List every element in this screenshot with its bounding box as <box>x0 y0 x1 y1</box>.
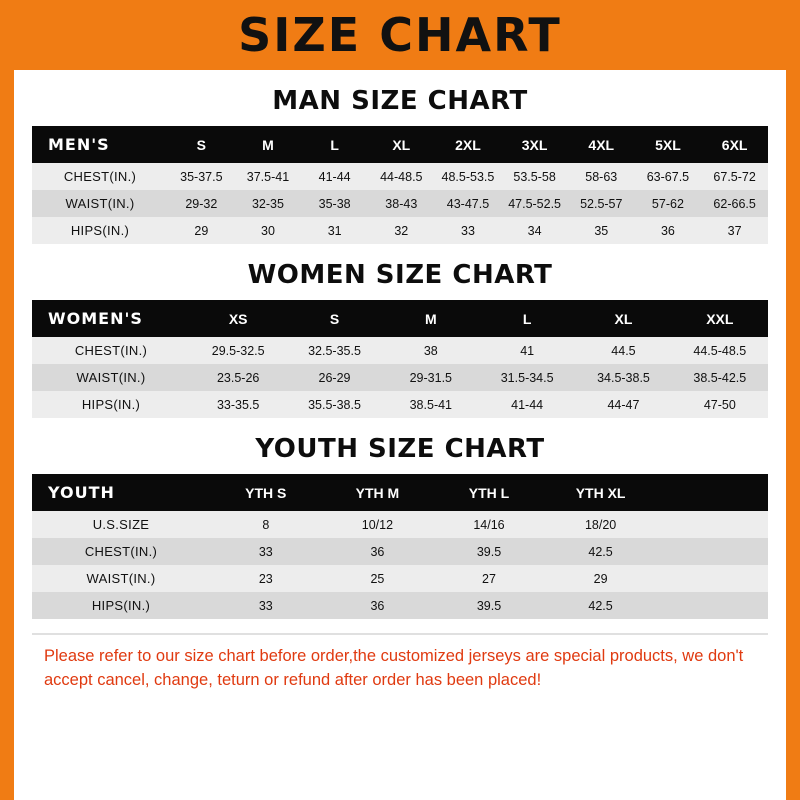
youth-row-label-chest: CHEST(IN.) <box>84 544 158 559</box>
women-col-xs: XS <box>228 310 248 327</box>
women-col-xl: XL <box>614 310 633 327</box>
women-waist-m: 29-31.5 <box>409 370 453 385</box>
men-chest-xl: 44-48.5 <box>380 169 423 184</box>
youth-row-header-label: YOUTH <box>48 483 115 502</box>
men-row-label-chest: CHEST(IN.) <box>63 169 137 184</box>
women-chest-xs: 29.5-32.5 <box>211 343 265 358</box>
women-waist-l: 31.5-34.5 <box>500 370 554 385</box>
table-row <box>32 565 768 592</box>
women-waist-xl: 34.5-38.5 <box>597 370 650 385</box>
youth-chest-m: 36 <box>370 544 385 559</box>
men-waist-xl: 38-43 <box>385 196 418 211</box>
youth-ussize-xl: 18/20 <box>584 517 617 532</box>
men-chest-m: 37.5-41 <box>246 169 290 184</box>
men-hips-2xl: 33 <box>461 223 475 238</box>
youth-waist-spacer <box>656 565 768 592</box>
women-hips-xxl: 47-50 <box>703 397 736 412</box>
table-header-row <box>32 300 768 337</box>
table-row <box>32 364 768 391</box>
youth-col-l: YTH L <box>468 484 510 501</box>
content <box>14 86 786 693</box>
women-chest-m: 38 <box>423 343 438 358</box>
men-col-6xl: 6XL <box>721 136 748 153</box>
women-waist-xs: 23.5-26 <box>216 370 260 385</box>
men-waist-l: 35-38 <box>318 196 351 211</box>
youth-row-label-ussize: U.S.SIZE <box>92 517 150 532</box>
men-waist-4xl: 52.5-57 <box>580 196 623 211</box>
men-size-table <box>32 126 768 244</box>
women-hips-xl: 44-47 <box>607 397 640 412</box>
men-waist-5xl: 57-62 <box>651 196 684 211</box>
youth-waist-l: 27 <box>482 571 496 586</box>
table-row <box>32 511 768 538</box>
table-row <box>32 391 768 418</box>
women-table-header <box>32 300 768 337</box>
table-row <box>32 592 768 619</box>
youth-chest-s: 33 <box>258 544 273 559</box>
men-col-m: M <box>262 136 274 153</box>
women-size-table <box>32 300 768 418</box>
men-col-s: S <box>196 136 206 153</box>
men-row-label-waist: WAIST(IN.) <box>65 196 135 211</box>
section-title-youth: YOUTH SIZE CHART <box>255 434 545 464</box>
youth-waist-m: 25 <box>370 571 385 586</box>
women-table-body <box>32 337 768 418</box>
women-chest-s: 32.5-35.5 <box>308 343 361 358</box>
men-hips-3xl: 34 <box>527 223 542 238</box>
women-row-header-label: WOMEN'S <box>48 309 143 328</box>
men-table-body <box>32 163 768 244</box>
youth-chest-xl: 42.5 <box>588 544 613 559</box>
women-chest-xl: 44.5 <box>611 343 636 358</box>
men-waist-s: 29-32 <box>185 196 218 211</box>
men-chest-3xl: 53.5-58 <box>513 169 556 184</box>
youth-hips-xl: 42.5 <box>588 598 613 613</box>
table-row <box>32 163 768 190</box>
women-hips-m: 38.5-41 <box>409 397 453 412</box>
section-title-women: WOMEN SIZE CHART <box>247 260 553 290</box>
men-col-2xl: 2XL <box>455 136 481 153</box>
men-col-5xl: 5XL <box>655 136 681 153</box>
table-header-row <box>32 474 768 511</box>
youth-chest-l: 39.5 <box>476 544 502 559</box>
men-chest-s: 35-37.5 <box>180 169 223 184</box>
men-hips-6xl: 37 <box>727 223 742 238</box>
men-hips-l: 31 <box>327 223 342 238</box>
women-waist-xxl: 38.5-42.5 <box>693 370 747 385</box>
men-hips-xl: 32 <box>394 223 409 238</box>
men-waist-m: 32-35 <box>251 196 284 211</box>
youth-ussize-m: 10/12 <box>361 517 394 532</box>
men-hips-s: 29 <box>194 223 209 238</box>
men-col-xl: XL <box>392 136 411 153</box>
men-row-header-label: MEN'S <box>48 135 110 154</box>
youth-col-s: YTH S <box>245 484 287 501</box>
men-col-l: L <box>330 136 339 153</box>
men-chest-6xl: 67.5-72 <box>713 169 756 184</box>
men-col-4xl: 4XL <box>588 136 615 153</box>
youth-hips-l: 39.5 <box>476 598 502 613</box>
youth-col-xl: YTH XL <box>575 484 626 501</box>
table-row <box>32 538 768 565</box>
youth-ussize-spacer <box>656 511 768 538</box>
youth-size-table <box>32 474 768 619</box>
men-chest-2xl: 48.5-53.5 <box>441 169 495 184</box>
youth-waist-s: 23 <box>258 571 273 586</box>
youth-waist-xl: 29 <box>593 571 608 586</box>
table-row <box>32 337 768 364</box>
youth-col-m: YTH M <box>355 484 400 501</box>
page-title: SIZE CHART <box>238 8 562 62</box>
men-chest-l: 41-44 <box>318 169 351 184</box>
women-waist-s: 26-29 <box>318 370 351 385</box>
banner <box>14 0 786 70</box>
table-header-row <box>32 126 768 163</box>
men-waist-6xl: 62-66.5 <box>713 196 756 211</box>
men-waist-2xl: 43-47.5 <box>446 196 490 211</box>
men-chest-4xl: 58-63 <box>585 169 618 184</box>
section-title-man: MAN SIZE CHART <box>272 86 528 116</box>
men-hips-5xl: 36 <box>660 223 675 238</box>
youth-table-header <box>32 474 768 511</box>
youth-hips-m: 36 <box>370 598 385 613</box>
youth-row-label-hips: HIPS(IN.) <box>91 598 151 613</box>
men-col-3xl: 3XL <box>521 136 548 153</box>
youth-hips-s: 33 <box>258 598 273 613</box>
women-row-label-chest: CHEST(IN.) <box>74 343 148 358</box>
women-col-l: L <box>522 310 532 327</box>
women-col-s: S <box>329 310 340 327</box>
women-hips-xs: 33-35.5 <box>216 397 260 412</box>
women-col-m: M <box>424 310 437 327</box>
youth-ussize-s: 8 <box>262 517 270 532</box>
women-chest-xxl: 44.5-48.5 <box>693 343 747 358</box>
youth-hips-spacer <box>656 592 768 619</box>
youth-col-spacer <box>656 474 768 511</box>
men-waist-3xl: 47.5-52.5 <box>508 196 562 211</box>
men-hips-4xl: 35 <box>594 223 609 238</box>
women-hips-l: 41-44 <box>511 397 544 412</box>
youth-row-label-waist: WAIST(IN.) <box>86 571 156 586</box>
youth-chest-spacer <box>656 538 768 565</box>
women-chest-l: 41 <box>520 343 535 358</box>
men-row-label-hips: HIPS(IN.) <box>70 223 130 238</box>
women-col-xxl: XXL <box>706 310 734 327</box>
footer-note: Please refer to our size chart before order,the customized jerseys are special products, we don't accept cancel, change, teturn or refund after order has been placed! <box>32 633 768 693</box>
women-row-label-hips: HIPS(IN.) <box>81 397 141 412</box>
table-row <box>32 217 768 244</box>
men-table-header <box>32 126 768 163</box>
women-hips-s: 35.5-38.5 <box>308 397 361 412</box>
men-chest-5xl: 63-67.5 <box>646 169 690 184</box>
table-row <box>32 190 768 217</box>
women-row-label-waist: WAIST(IN.) <box>76 370 146 385</box>
youth-table-body <box>32 511 768 619</box>
men-hips-m: 30 <box>261 223 275 238</box>
youth-ussize-l: 14/16 <box>473 517 505 532</box>
